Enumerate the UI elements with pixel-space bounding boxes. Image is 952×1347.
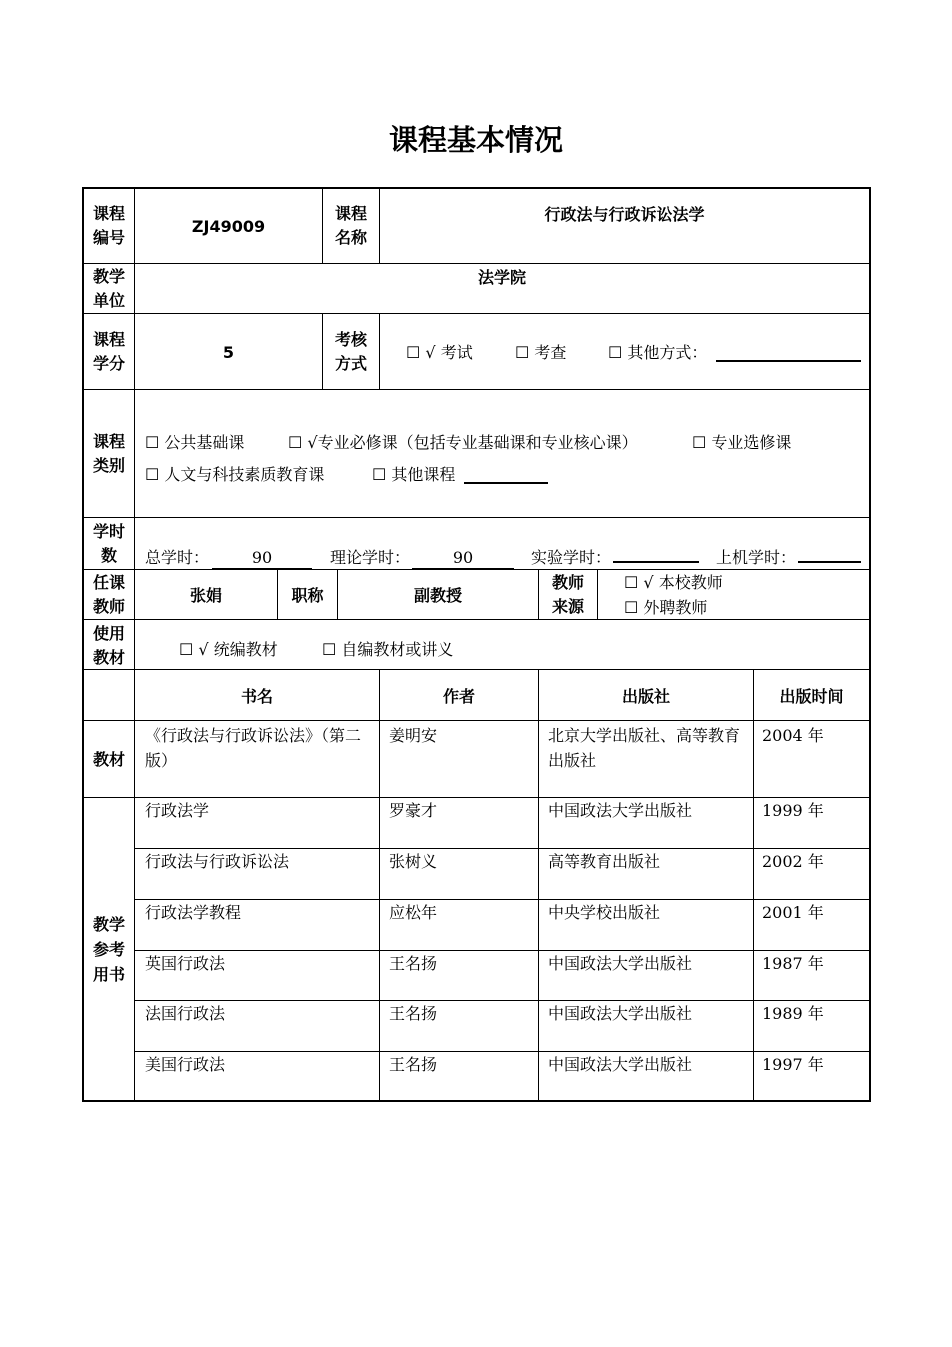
lab-hours-label: 实验学时： (531, 548, 612, 567)
category-public-checkbox[interactable]: ☐ 公共基础课 (145, 433, 245, 452)
category-label: 课程 类别 (92, 432, 125, 475)
reference-title: 美国行政法 (145, 1055, 226, 1074)
total-hours-value: 90 (212, 548, 312, 570)
category-other-blank (464, 482, 548, 484)
theory-hours-value: 90 (412, 548, 514, 570)
reference-author: 罗豪才 (389, 801, 438, 820)
reference-publisher: 中国政法大学出版社 (548, 801, 693, 820)
reference-author: 张树义 (389, 852, 438, 871)
textbook-title: 《行政法与行政诉讼法》（第二版） (145, 726, 362, 770)
reference-publisher: 中国政法大学出版社 (548, 954, 693, 973)
reference-year: 2001 年 (762, 903, 824, 922)
course-name-label: 课程 名称 (334, 204, 367, 247)
computer-hours-label: 上机学时： (716, 548, 797, 567)
reference-year: 1999 年 (762, 801, 824, 820)
book-title-header: 书名 (240, 687, 273, 706)
theory-hours-label: 理论学时： (330, 548, 411, 567)
materials-self-checkbox[interactable]: ☐ 自编教材或讲义 (322, 640, 454, 659)
materials-unified-checkbox[interactable]: ☐ √ 统编教材 (179, 640, 278, 659)
textbook-publisher: 北京大学出版社、高等教育出版社 (548, 726, 741, 770)
reference-author: 王名扬 (389, 1004, 438, 1023)
assessment-other-checkbox[interactable]: ☐ 其他方式： (608, 343, 708, 362)
reference-year: 1989 年 (762, 1004, 824, 1023)
references-label: 教学 参考 用书 (92, 915, 125, 984)
reference-title: 英国行政法 (145, 954, 226, 973)
assessment-check-checkbox[interactable]: ☐ 考查 (515, 343, 567, 362)
category-elective-checkbox[interactable]: ☐ 专业选修课 (692, 433, 792, 452)
course-code-value: ZJ49009 (191, 217, 266, 236)
category-humanities-checkbox[interactable]: ☐ 人文与科技素质教育课 (145, 465, 325, 484)
teaching-unit-label: 教学 单位 (92, 267, 125, 310)
instructor-name: 张娟 (189, 586, 222, 605)
book-publisher-header: 出版社 (621, 687, 670, 706)
materials-used-label: 使用 教材 (92, 624, 125, 667)
total-hours-label: 总学时： (145, 548, 210, 567)
assessment-exam-checkbox[interactable]: ☐ √ 考试 (406, 343, 473, 362)
credits-label: 课程 学分 (92, 330, 125, 373)
category-required-checkbox[interactable]: ☐ √专业必修课（包括专业基础课和专业核心课） (288, 433, 638, 452)
category-other-checkbox[interactable]: ☐ 其他课程 (372, 465, 456, 484)
textbook-author: 姜明安 (389, 726, 438, 745)
reference-author: 应松年 (389, 903, 438, 922)
reference-publisher: 中央学校出版社 (548, 903, 661, 922)
reference-author: 王名扬 (389, 954, 438, 973)
rank-value: 副教授 (413, 586, 462, 605)
assessment-label: 考核 方式 (334, 330, 367, 373)
reference-title: 行政法与行政诉讼法 (145, 852, 290, 871)
hours-label: 学时 数 (92, 522, 125, 565)
reference-year: 1997 年 (762, 1055, 824, 1074)
textbook-label: 教材 (92, 750, 125, 769)
reference-publisher: 中国政法大学出版社 (548, 1055, 693, 1074)
rank-label: 职称 (291, 586, 324, 605)
assessment-other-blank (716, 360, 861, 362)
reference-publisher: 中国政法大学出版社 (548, 1004, 693, 1023)
lab-hours-value (613, 561, 699, 563)
reference-author: 王名扬 (389, 1055, 438, 1074)
reference-title: 行政法学 (145, 801, 210, 820)
source-external-checkbox[interactable]: ☐ 外聘教师 (624, 598, 708, 617)
page-title: 课程基本情况 (388, 123, 563, 157)
teacher-source-label: 教师 来源 (551, 573, 584, 616)
reference-year: 1987 年 (762, 954, 824, 973)
instructor-label: 任课 教师 (92, 573, 125, 616)
reference-year: 2002 年 (762, 852, 824, 871)
course-code-label: 课程 编号 (92, 204, 125, 247)
textbook-year: 2004 年 (762, 726, 824, 745)
reference-title: 法国行政法 (145, 1004, 226, 1023)
book-year-header: 出版时间 (779, 687, 844, 706)
computer-hours-value (798, 561, 861, 563)
course-name-value: 行政法与行政诉讼法学 (544, 205, 705, 224)
reference-title: 行政法学教程 (145, 903, 242, 922)
book-author-header: 作者 (442, 687, 475, 706)
source-internal-checkbox[interactable]: ☐ √ 本校教师 (624, 573, 723, 592)
teaching-unit-value: 法学院 (477, 268, 526, 287)
credits-value: 5 (222, 343, 235, 362)
reference-publisher: 高等教育出版社 (548, 852, 661, 871)
